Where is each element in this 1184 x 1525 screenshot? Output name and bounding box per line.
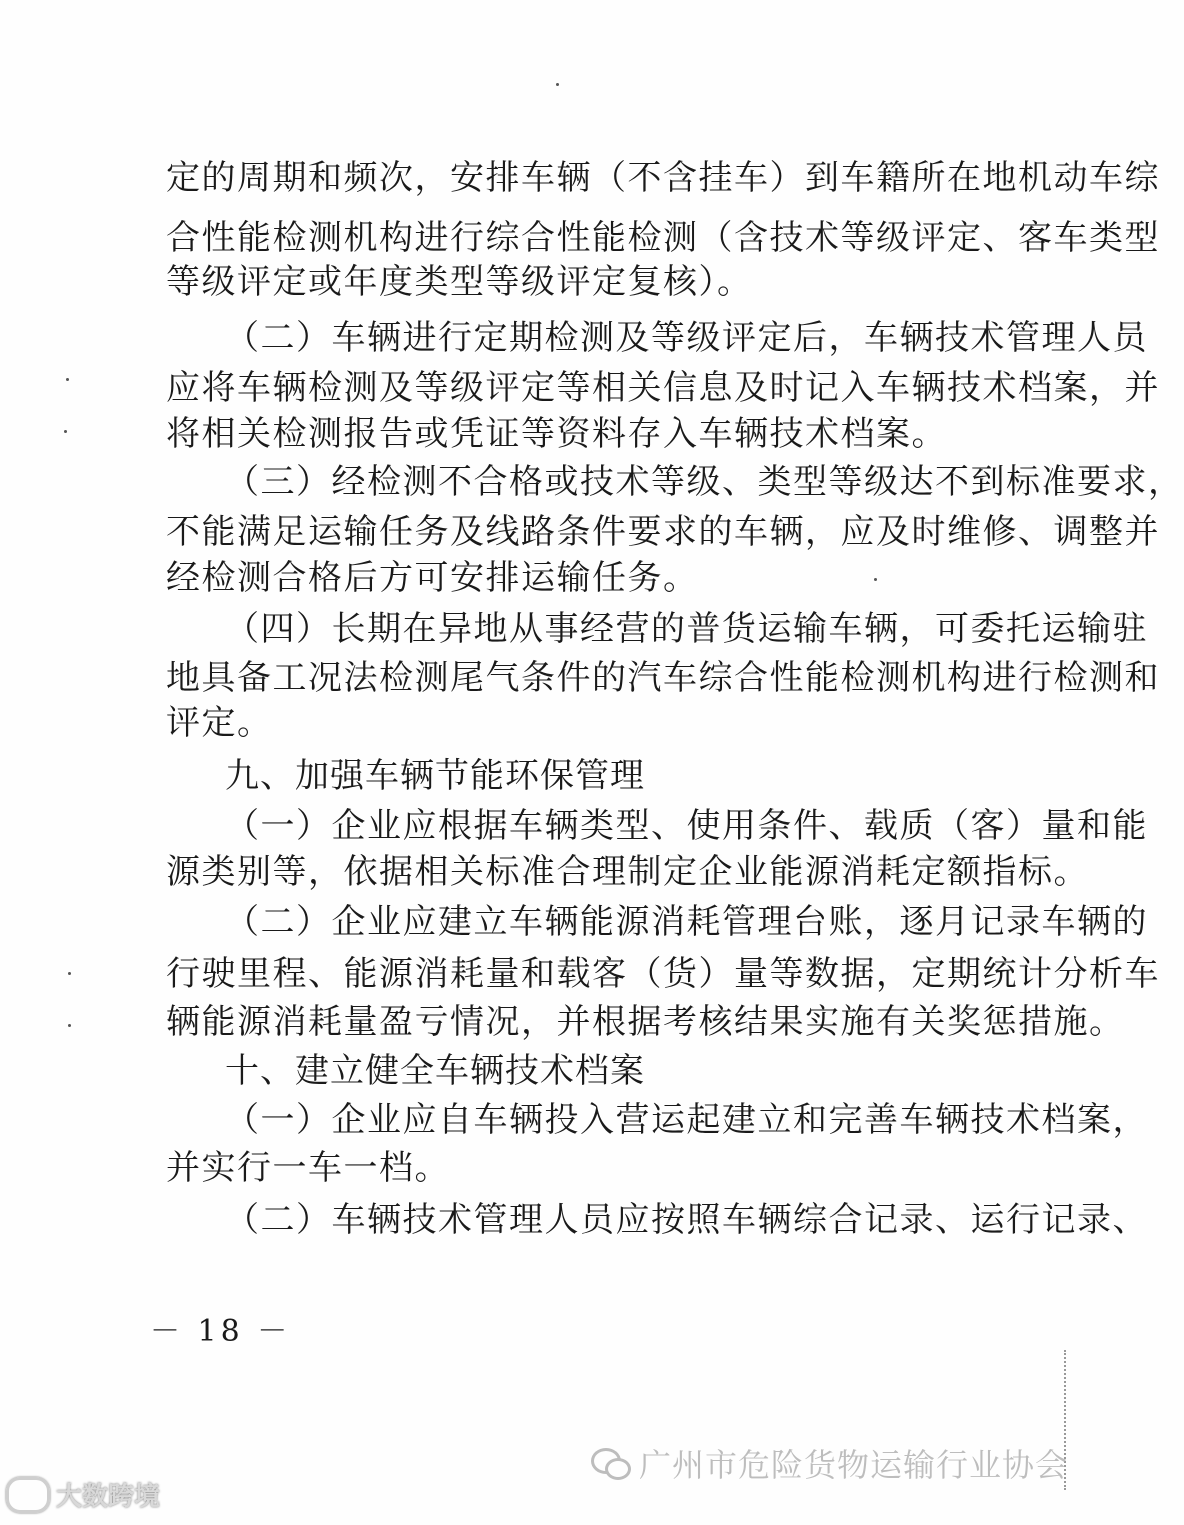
section-heading: 十、建立健全车辆技术档案 <box>225 1051 645 1091</box>
scan-speck <box>64 430 67 433</box>
section-heading: 九、加强车辆节能环保管理 <box>225 756 645 796</box>
watermark-right <box>591 1440 1068 1486</box>
text-line: 经检测合格后方可安排运输任务。 <box>166 558 699 598</box>
text-line: 评定。 <box>166 703 273 743</box>
text-line: 合性能检测机构进行综合性能检测（含技术等级评定、客车类型 <box>166 218 1160 258</box>
paragraph-start: （一）企业应自车辆投入营运起建立和完善车辆技术档案， <box>225 1100 1148 1140</box>
watermark-logo-icon <box>6 1477 50 1513</box>
text-line: 并实行一车一档。 <box>166 1148 450 1188</box>
scan-speck <box>556 83 559 86</box>
paragraph-start: （二）车辆技术管理人员应按照车辆综合记录、运行记录、 <box>225 1200 1148 1240</box>
watermark-left-text: 大数跨境 <box>56 1482 161 1512</box>
scan-speck <box>874 578 877 581</box>
scan-speck <box>68 972 71 975</box>
paragraph-start: （二）企业应建立车辆能源消耗管理台账，逐月记录车辆的 <box>225 902 1148 942</box>
paragraph-start: （四）长期在异地从事经营的普货运输车辆，可委托运输驻 <box>225 609 1148 649</box>
page-number: － 18 － <box>150 1314 292 1349</box>
text-line: 将相关检测报告或凭证等资料存入车辆技术档案。 <box>166 414 947 454</box>
paragraph-start: （二）车辆进行定期检测及等级评定后，车辆技术管理人员 <box>225 318 1148 358</box>
scan-speck <box>68 1024 71 1027</box>
text-line: 定的周期和频次，安排车辆（不含挂车）到车籍所在地机动车综 <box>166 158 1160 198</box>
text-line: 不能满足运输任务及线路条件要求的车辆，应及时维修、调整并 <box>166 512 1160 552</box>
scan-speck <box>66 378 69 381</box>
watermark-right-text: 广州市危险货物运输行业协会 <box>638 1446 1068 1484</box>
paragraph-start: （三）经检测不合格或技术等级、类型等级达不到标准要求， <box>225 462 1184 502</box>
text-line: 应将车辆检测及等级评定等相关信息及时记入车辆技术档案，并 <box>166 368 1160 408</box>
wechat-icon <box>591 1446 631 1480</box>
text-line: 行驶里程、能源消耗量和载客（货）量等数据，定期统计分析车 <box>166 954 1160 994</box>
paragraph-start: （一）企业应根据车辆类型、使用条件、载质（客）量和能 <box>225 806 1148 846</box>
text-line: 等级评定或年度类型等级评定复核）。 <box>166 262 753 302</box>
text-line: 辆能源消耗量盈亏情况，并根据考核结果实施有关奖惩措施。 <box>166 1002 1125 1042</box>
watermark-left <box>6 1476 160 1513</box>
text-line: 源类别等，依据相关标准合理制定企业能源消耗定额指标。 <box>166 852 1089 892</box>
text-line: 地具备工况法检测尾气条件的汽车综合性能检测机构进行检测和 <box>166 658 1160 698</box>
